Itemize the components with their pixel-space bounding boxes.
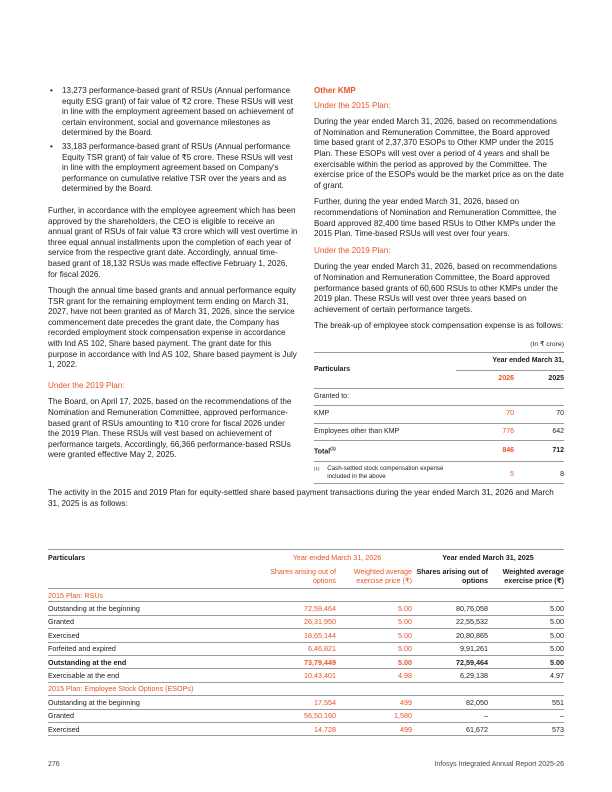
table-row: Exercised 18,65,144 5.00 20,80,865 5.00 xyxy=(48,629,564,642)
table-row: Granted 56,50,160 1,580 – – xyxy=(48,709,564,722)
bullet-tsr-grant: • 33,183 performance-based grant of RSUs (Annual performance Equity TSR grant) of fair value of ₹5 crore. These RSUs will vest in line with the employment agreement based on Company's performance on cumulative relative TSR over the years and as determined by the Board. xyxy=(48,142,298,195)
table-row: Exercised 14,728 499 61,672 573 xyxy=(48,722,564,735)
board-2019-grant-paragraph: The Board, on April 17, 2025, based on the recommendations of the Nomination and Remuneration Committee, approved performance-based grant of RSUs amounting to ₹10 crore for fiscal 2026 under the 2019 Plan. These RSUs will vest based on achievement of performance targets. Accordingly, 66,366 performance-based RSUs were granted effective May 2, 2025. xyxy=(48,397,292,460)
col-price-2025: Weighted average exercise price (₹) xyxy=(502,567,564,585)
table-row: Forfeited and expired 6,46,821 5.00 9,91,261 5.00 xyxy=(48,642,564,655)
subheading-2019-plan-kmp: Under the 2019 Plan: xyxy=(314,245,391,255)
col-shares-2025: Shares arising out of options xyxy=(416,567,488,585)
plan-activity-table xyxy=(48,549,564,736)
table-row: Granted to: xyxy=(314,388,564,406)
compensation-expense-table xyxy=(314,352,564,484)
section-row-rsus: 2015 Plan: RSUs xyxy=(48,589,564,602)
table-row: Outstanding at the beginning 17,554 499 82,050 551 xyxy=(48,696,564,709)
page-number: 276 xyxy=(48,761,60,768)
section-row-esops: 2015 Plan: Employee Stock Options (ESOPs) xyxy=(48,682,564,695)
col-price-2026: Weighted average exercise price (₹) xyxy=(353,567,412,585)
col-group-2025: Year ended March 31, 2025 xyxy=(442,552,534,562)
col-particulars: Particulars xyxy=(48,552,86,562)
table-row-total: Total$^{(1)}$ 846 712 xyxy=(314,441,564,462)
report-title: Infosys Integrated Annual Report 2025-26 xyxy=(434,761,564,768)
breakup-intro: The break-up of employee stock compensation expense is as follows: xyxy=(314,321,564,331)
col-group-2026: Year ended March 31, 2026 xyxy=(292,552,382,562)
ceo-annual-grant-paragraph: Further, in accordance with the employee agreement which has been approved by the shareholders, the CEO is eligible to receive an annual grant of RSUs of fair value ₹3 crore which will vest overtime in three equal annual installments upon the completion of each year of service from the respective grant date. Accordingly, annual time-based grant of 18,132 RSUs was made effective February 1, 2026, for fiscal 2026. xyxy=(48,205,298,279)
table-row: KMP 70 70 xyxy=(314,406,564,424)
left-column xyxy=(48,86,298,467)
esop-grant-paragraph: During the year ended March 31, 2026, based on recommendations of Nomination and Remuneration Committee, the Board approved time based grant of 2,37,370 ESOPs to Other KMP under the 2015 Plan. These ESOPs will vest over a period of 4 years and shall be exercisable within the period as approved by the Committee. The exercise price of the ESOPs would be the market price as on the date of grant. xyxy=(314,117,564,190)
subheading-2015-plan: Under the 2015 Plan: xyxy=(314,100,391,110)
rsu-2019-paragraph: During the year ended March 31, 2026, based on recommendations of Nomination and Remuneration Committee, the Board approved performance based grants of 60,600 RSUs to other KMPs under the 2019 plan. These RSUs will vest over three years based on achievement of certain performance targets. xyxy=(314,262,558,314)
col-particulars: Particulars xyxy=(314,353,456,388)
subheading-2019-plan: Under the 2019 Plan: xyxy=(48,380,125,390)
table-row: Granted 26,31,950 5.00 22,55,532 5.00 xyxy=(48,615,564,628)
bullet-esg-grant: • 13,273 performance-based grant of RSUs (Annual performance equity ESG grant) of fair value of ₹2 crore. These RSUs will vest in line with the employment agreement based on achievement of certain environment, social and governance milestones as determined by the Board. xyxy=(48,86,298,139)
activity-lead-paragraph: The activity in the 2015 and 2019 Plan for equity-settled share based payment transactions during the year ended March 31, 2026 and March 31, 2025 is as follows: xyxy=(48,488,554,508)
rsu-2015-paragraph: Further, during the year ended March 31, 2026, based on recommendations of Nomination and Remuneration Committee, the Board approved 82,400 time based RSUs to Other KMPs under the 2015 Plan. Time-based RSUs will vest over four years. xyxy=(314,197,557,239)
table-row-outstanding-end: Outstanding at the end 73,79,449 5.00 72,59,464 5.00 xyxy=(48,655,564,668)
remaining-term-paragraph: Though the annual time based grants and annual performance equity TSR grant for the remaining employment term ending on March 31, 2027, have not been granted as of March 31, 2026, since the service commencement date precedes the grant date, the Company has recorded employment stock compensation expense in accordance with Ind AS 102, Share based payment. The grant date for this purpose in accordance with Ind AS 102, Share based payment is July 1, 2022. xyxy=(48,286,297,370)
col-year-2026: 2026 xyxy=(498,375,514,383)
col-year-group: Year ended March 31, xyxy=(456,353,564,371)
right-column xyxy=(314,86,564,484)
col-shares-2026: Shares arising out of options xyxy=(270,567,336,585)
col-year-2025: 2025 xyxy=(548,375,564,383)
other-kmp-heading: Other KMP xyxy=(314,86,356,95)
table-row-footnote: $^{(1)}$ Cash-settled stock compensation expense included in the above 5 8 xyxy=(314,462,564,484)
table-row: Employees other than KMP 776 642 xyxy=(314,423,564,441)
table-row: Outstanding at the beginning 72,59,464 5.00 80,76,058 5.00 xyxy=(48,602,564,615)
table-row: Exercisable at the end 10,43,401 4.98 6,29,138 4.97 xyxy=(48,669,564,682)
currency-unit-label: (In ₹ crore) xyxy=(530,340,564,348)
